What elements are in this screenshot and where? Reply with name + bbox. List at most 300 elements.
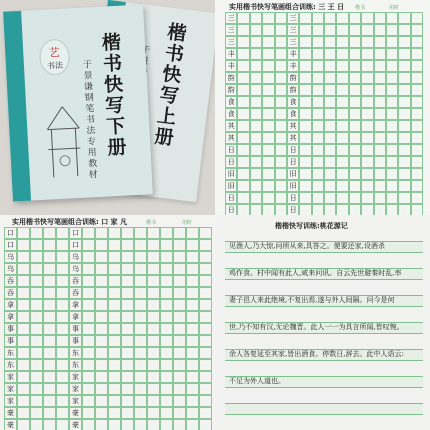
grid-cell bbox=[299, 120, 311, 132]
grid-cell: 东 bbox=[4, 359, 17, 371]
grid-cell: 拿 bbox=[4, 311, 17, 323]
grid-cell bbox=[361, 84, 373, 96]
grid-cell bbox=[95, 395, 108, 407]
grid-cell bbox=[262, 192, 274, 204]
grid-cell bbox=[237, 120, 249, 132]
grid-cell bbox=[374, 108, 386, 120]
worksheet-title: 实用楷书快写笔画组合训练: 三 王 日 bbox=[229, 3, 345, 11]
grid-cell bbox=[349, 48, 361, 60]
grid-cell bbox=[398, 120, 410, 132]
grid-cell bbox=[336, 108, 348, 120]
grid-cell bbox=[361, 132, 373, 144]
grid-cell bbox=[199, 251, 212, 263]
grid-cell: 三 bbox=[225, 12, 237, 24]
grid-cell bbox=[299, 24, 311, 36]
grid-cell bbox=[336, 24, 348, 36]
grid-cell bbox=[95, 251, 108, 263]
grid-cell bbox=[299, 144, 311, 156]
grid-cell bbox=[147, 287, 160, 299]
grid-cell bbox=[312, 120, 324, 132]
grid-cell bbox=[262, 24, 274, 36]
grid-cell: 食 bbox=[287, 108, 299, 120]
grid-cell bbox=[312, 168, 324, 180]
grid-cell bbox=[199, 299, 212, 311]
worksheet-prose bbox=[215, 215, 430, 430]
handwritten-text-line: 世,乃不知有汉,无论魏晋。此人一一为具言所闻,皆叹惋。 bbox=[229, 323, 404, 331]
grid-cell bbox=[398, 192, 410, 204]
grid-cell bbox=[299, 108, 311, 120]
grid-cell bbox=[199, 287, 212, 299]
grid-cell: 其 bbox=[225, 132, 237, 144]
grid-cell bbox=[386, 168, 398, 180]
grid-cell bbox=[173, 383, 186, 395]
grid-cell bbox=[56, 251, 69, 263]
grid-cell bbox=[186, 407, 199, 419]
grid-cell bbox=[237, 84, 249, 96]
grid-cell bbox=[299, 48, 311, 60]
grid-cell: 韵 bbox=[225, 84, 237, 96]
grid-cell bbox=[186, 371, 199, 383]
grid-cell bbox=[299, 180, 311, 192]
grid-cell bbox=[82, 299, 95, 311]
grid-cell: 旧 bbox=[287, 168, 299, 180]
grid-cell bbox=[275, 180, 287, 192]
grid-cell bbox=[82, 371, 95, 383]
grid-cell bbox=[17, 407, 30, 419]
grid-cell bbox=[250, 156, 262, 168]
grid-cell bbox=[160, 383, 173, 395]
grid-cell bbox=[237, 24, 249, 36]
grid-cell bbox=[160, 419, 173, 430]
worksheet-hint: 楷书 bbox=[355, 5, 366, 11]
book-subtitle: 于景谦钢笔书法专用教材 bbox=[80, 59, 98, 181]
grid-cell bbox=[312, 108, 324, 120]
grid-cell bbox=[56, 227, 69, 239]
grid-cell bbox=[398, 168, 410, 180]
grid-cell bbox=[250, 192, 262, 204]
grid-cell bbox=[237, 12, 249, 24]
grid-cell bbox=[147, 335, 160, 347]
book-title: 楷书快写上册 bbox=[150, 21, 188, 149]
grid-cell bbox=[361, 60, 373, 72]
grid-cell bbox=[324, 24, 336, 36]
grid-cell bbox=[312, 84, 324, 96]
grid-cell bbox=[275, 12, 287, 24]
grid-cell bbox=[186, 395, 199, 407]
grid-cell bbox=[361, 156, 373, 168]
grid-cell bbox=[56, 335, 69, 347]
grid-cell bbox=[95, 335, 108, 347]
grid-cell bbox=[336, 156, 348, 168]
grid-cell bbox=[108, 275, 121, 287]
grid-cell bbox=[361, 72, 373, 84]
grid-cell bbox=[324, 156, 336, 168]
grid-cell bbox=[17, 323, 30, 335]
grid-cell bbox=[56, 287, 69, 299]
grid-cell bbox=[237, 36, 249, 48]
grid-cell bbox=[262, 96, 274, 108]
practice-grid bbox=[225, 12, 423, 212]
grid-cell bbox=[108, 239, 121, 251]
grid-cell bbox=[134, 383, 147, 395]
grid-cell bbox=[250, 24, 262, 36]
grid-cell bbox=[411, 108, 423, 120]
grid-cell bbox=[121, 263, 134, 275]
grid-cell bbox=[349, 84, 361, 96]
grid-cell: 丰 bbox=[225, 60, 237, 72]
grid-cell bbox=[386, 156, 398, 168]
grid-cell bbox=[186, 311, 199, 323]
writing-line bbox=[225, 268, 423, 280]
handwritten-text-line: 见渔人,乃大惊,问所从来,具答之。便要还家,设酒杀 bbox=[229, 242, 385, 250]
grid-cell bbox=[43, 287, 56, 299]
grid-cell bbox=[336, 84, 348, 96]
grid-cell bbox=[134, 275, 147, 287]
grid-cell bbox=[160, 287, 173, 299]
grid-cell bbox=[199, 227, 212, 239]
grid-cell bbox=[56, 263, 69, 275]
grid-cell bbox=[17, 395, 30, 407]
grid-cell bbox=[134, 287, 147, 299]
grid-cell bbox=[349, 24, 361, 36]
writing-line bbox=[225, 349, 423, 361]
grid-cell bbox=[398, 60, 410, 72]
grid-cell bbox=[82, 239, 95, 251]
grid-cell bbox=[17, 227, 30, 239]
grid-cell bbox=[250, 168, 262, 180]
grid-cell bbox=[199, 347, 212, 359]
grid-cell bbox=[386, 132, 398, 144]
grid-cell bbox=[199, 275, 212, 287]
grid-cell bbox=[324, 96, 336, 108]
grid-cell bbox=[186, 419, 199, 430]
grid-cell bbox=[56, 275, 69, 287]
grid-cell bbox=[186, 335, 199, 347]
grid-cell bbox=[386, 144, 398, 156]
grid-cell bbox=[386, 36, 398, 48]
grid-cell: 豪 bbox=[69, 407, 82, 419]
grid-cell bbox=[361, 168, 373, 180]
practice-grid bbox=[4, 227, 212, 427]
grid-cell bbox=[312, 72, 324, 84]
grid-cell bbox=[56, 395, 69, 407]
grid-cell bbox=[237, 204, 249, 215]
grid-cell: 日 bbox=[225, 204, 237, 215]
grid-cell: 韵 bbox=[287, 72, 299, 84]
pavilion-illustration-icon bbox=[42, 98, 86, 180]
grid-cell: 拿 bbox=[69, 299, 82, 311]
grid-cell bbox=[237, 108, 249, 120]
grid-cell bbox=[275, 144, 287, 156]
grid-cell bbox=[374, 84, 386, 96]
grid-cell bbox=[82, 383, 95, 395]
grid-cell bbox=[299, 84, 311, 96]
grid-cell bbox=[95, 311, 108, 323]
writing-line bbox=[225, 376, 423, 388]
grid-cell bbox=[199, 335, 212, 347]
grid-cell bbox=[121, 227, 134, 239]
grid-cell bbox=[237, 96, 249, 108]
grid-cell bbox=[147, 419, 160, 430]
grid-cell bbox=[237, 144, 249, 156]
grid-cell bbox=[173, 395, 186, 407]
grid-cell bbox=[95, 419, 108, 430]
grid-cell bbox=[324, 108, 336, 120]
grid-cell bbox=[386, 192, 398, 204]
grid-cell bbox=[237, 180, 249, 192]
grid-cell bbox=[349, 144, 361, 156]
grid-cell bbox=[43, 383, 56, 395]
handwritten-text-line: 余人各复延至其家,皆出酒食。停数日,辞去。此中人语云: bbox=[229, 350, 404, 358]
grid-cell bbox=[17, 239, 30, 251]
grid-cell bbox=[374, 48, 386, 60]
grid-cell bbox=[56, 359, 69, 371]
grid-cell bbox=[361, 96, 373, 108]
grid-cell bbox=[361, 48, 373, 60]
grid-cell bbox=[134, 359, 147, 371]
grid-cell bbox=[299, 72, 311, 84]
grid-cell bbox=[374, 36, 386, 48]
grid-cell bbox=[262, 168, 274, 180]
grid-cell bbox=[312, 60, 324, 72]
grid-cell bbox=[147, 371, 160, 383]
grid-cell bbox=[312, 36, 324, 48]
grid-cell bbox=[108, 287, 121, 299]
grid-cell bbox=[186, 287, 199, 299]
grid-cell bbox=[121, 419, 134, 430]
grid-cell bbox=[250, 180, 262, 192]
grid-cell: 旧 bbox=[287, 180, 299, 192]
grid-cell bbox=[121, 239, 134, 251]
grid-cell bbox=[349, 72, 361, 84]
grid-cell bbox=[121, 407, 134, 419]
grid-cell bbox=[173, 239, 186, 251]
grid-cell bbox=[108, 371, 121, 383]
grid-cell bbox=[108, 263, 121, 275]
calligraphy-seal bbox=[39, 38, 71, 76]
grid-cell bbox=[299, 60, 311, 72]
grid-cell bbox=[374, 96, 386, 108]
grid-cell bbox=[82, 347, 95, 359]
grid-cell bbox=[262, 156, 274, 168]
grid-cell bbox=[275, 36, 287, 48]
grid-cell: 乌 bbox=[69, 263, 82, 275]
grid-cell bbox=[134, 407, 147, 419]
grid-cell bbox=[386, 24, 398, 36]
grid-cell bbox=[30, 251, 43, 263]
grid-cell bbox=[56, 371, 69, 383]
grid-cell bbox=[56, 239, 69, 251]
grid-cell bbox=[411, 96, 423, 108]
grid-cell bbox=[374, 60, 386, 72]
grid-cell bbox=[17, 347, 30, 359]
grid-cell bbox=[275, 204, 287, 215]
grid-cell: 家 bbox=[4, 383, 17, 395]
grid-cell bbox=[336, 120, 348, 132]
grid-cell bbox=[30, 359, 43, 371]
writing-line bbox=[225, 241, 423, 253]
grid-cell bbox=[237, 168, 249, 180]
grid-cell: 三 bbox=[287, 12, 299, 24]
grid-cell: 食 bbox=[287, 96, 299, 108]
grid-cell bbox=[312, 156, 324, 168]
grid-cell bbox=[324, 144, 336, 156]
grid-cell bbox=[186, 263, 199, 275]
grid-cell bbox=[134, 419, 147, 430]
grid-cell bbox=[411, 180, 423, 192]
grid-cell bbox=[173, 275, 186, 287]
grid-cell bbox=[147, 239, 160, 251]
grid-cell bbox=[199, 239, 212, 251]
grid-cell bbox=[82, 227, 95, 239]
grid-cell bbox=[147, 251, 160, 263]
grid-cell bbox=[262, 204, 274, 215]
grid-cell bbox=[411, 192, 423, 204]
grid-cell bbox=[160, 395, 173, 407]
grid-cell: 日 bbox=[287, 144, 299, 156]
grid-cell bbox=[312, 204, 324, 215]
grid-cell bbox=[108, 419, 121, 430]
grid-cell bbox=[121, 383, 134, 395]
grid-cell bbox=[17, 359, 30, 371]
grid-cell: 日 bbox=[287, 156, 299, 168]
grid-cell bbox=[411, 144, 423, 156]
grid-cell bbox=[250, 132, 262, 144]
grid-cell: 事 bbox=[4, 323, 17, 335]
grid-cell bbox=[336, 132, 348, 144]
grid-cell bbox=[299, 204, 311, 215]
grid-cell bbox=[56, 419, 69, 430]
grid-cell bbox=[160, 347, 173, 359]
grid-cell bbox=[250, 48, 262, 60]
grid-cell bbox=[186, 227, 199, 239]
grid-cell bbox=[324, 168, 336, 180]
grid-cell bbox=[312, 96, 324, 108]
grid-cell bbox=[43, 323, 56, 335]
grid-cell bbox=[173, 251, 186, 263]
grid-cell bbox=[275, 96, 287, 108]
grid-cell: 日 bbox=[287, 192, 299, 204]
grid-cell bbox=[262, 12, 274, 24]
grid-cell bbox=[349, 60, 361, 72]
grid-cell: 乌 bbox=[4, 263, 17, 275]
grid-cell bbox=[349, 168, 361, 180]
grid-cell bbox=[147, 275, 160, 287]
grid-cell: 丰 bbox=[287, 60, 299, 72]
grid-cell bbox=[275, 48, 287, 60]
grid-cell bbox=[275, 120, 287, 132]
grid-cell bbox=[411, 168, 423, 180]
grid-cell bbox=[134, 251, 147, 263]
grid-cell bbox=[386, 96, 398, 108]
grid-cell bbox=[398, 108, 410, 120]
grid-cell bbox=[17, 383, 30, 395]
grid-cell bbox=[312, 192, 324, 204]
grid-cell bbox=[134, 299, 147, 311]
grid-cell bbox=[262, 180, 274, 192]
grid-cell: 日 bbox=[225, 156, 237, 168]
grid-cell bbox=[324, 36, 336, 48]
grid-cell bbox=[262, 72, 274, 84]
grid-cell bbox=[30, 395, 43, 407]
grid-cell bbox=[43, 359, 56, 371]
grid-cell bbox=[299, 156, 311, 168]
grid-cell bbox=[374, 168, 386, 180]
grid-cell bbox=[398, 24, 410, 36]
grid-cell bbox=[108, 383, 121, 395]
grid-cell bbox=[250, 72, 262, 84]
grid-cell bbox=[30, 287, 43, 299]
grid-cell bbox=[398, 156, 410, 168]
grid-cell bbox=[312, 180, 324, 192]
grid-cell bbox=[17, 299, 30, 311]
grid-cell bbox=[160, 407, 173, 419]
grid-cell bbox=[386, 72, 398, 84]
book-volume-two bbox=[3, 4, 153, 201]
grid-cell bbox=[43, 311, 56, 323]
grid-cell bbox=[30, 263, 43, 275]
grid-cell bbox=[324, 192, 336, 204]
grid-cell bbox=[199, 323, 212, 335]
grid-cell: 事 bbox=[69, 323, 82, 335]
grid-cell bbox=[43, 371, 56, 383]
grid-cell bbox=[262, 108, 274, 120]
grid-cell bbox=[121, 251, 134, 263]
grid-cell bbox=[262, 120, 274, 132]
grid-cell bbox=[121, 359, 134, 371]
grid-cell bbox=[30, 311, 43, 323]
grid-cell bbox=[299, 12, 311, 24]
grid-cell: 吞 bbox=[69, 275, 82, 287]
grid-cell bbox=[160, 323, 173, 335]
grid-cell bbox=[147, 299, 160, 311]
worksheet-title: 楷楷快写训练:桃花源记 bbox=[275, 222, 348, 230]
seal-text: 书法 bbox=[46, 60, 64, 71]
grid-cell bbox=[82, 395, 95, 407]
grid-cell bbox=[147, 227, 160, 239]
worksheet-strokes-1 bbox=[215, 0, 430, 215]
grid-cell bbox=[95, 263, 108, 275]
grid-cell bbox=[43, 275, 56, 287]
grid-cell bbox=[324, 204, 336, 215]
grid-cell bbox=[108, 323, 121, 335]
grid-cell bbox=[250, 60, 262, 72]
grid-cell bbox=[43, 227, 56, 239]
worksheet-hint: 用时 bbox=[389, 5, 400, 11]
grid-cell bbox=[374, 132, 386, 144]
grid-cell bbox=[147, 407, 160, 419]
grid-cell: 食 bbox=[225, 96, 237, 108]
grid-cell bbox=[336, 60, 348, 72]
grid-cell bbox=[398, 144, 410, 156]
grid-cell: 其 bbox=[287, 132, 299, 144]
grid-cell: 家 bbox=[4, 371, 17, 383]
grid-cell bbox=[43, 263, 56, 275]
grid-cell bbox=[386, 204, 398, 215]
grid-cell bbox=[411, 36, 423, 48]
grid-cell bbox=[108, 347, 121, 359]
grid-cell bbox=[82, 263, 95, 275]
grid-cell bbox=[121, 287, 134, 299]
grid-cell bbox=[160, 275, 173, 287]
grid-cell bbox=[17, 419, 30, 430]
grid-cell bbox=[386, 60, 398, 72]
grid-cell: 韵 bbox=[225, 72, 237, 84]
grid-cell bbox=[108, 251, 121, 263]
grid-cell bbox=[199, 371, 212, 383]
grid-cell bbox=[250, 36, 262, 48]
grid-cell bbox=[147, 359, 160, 371]
